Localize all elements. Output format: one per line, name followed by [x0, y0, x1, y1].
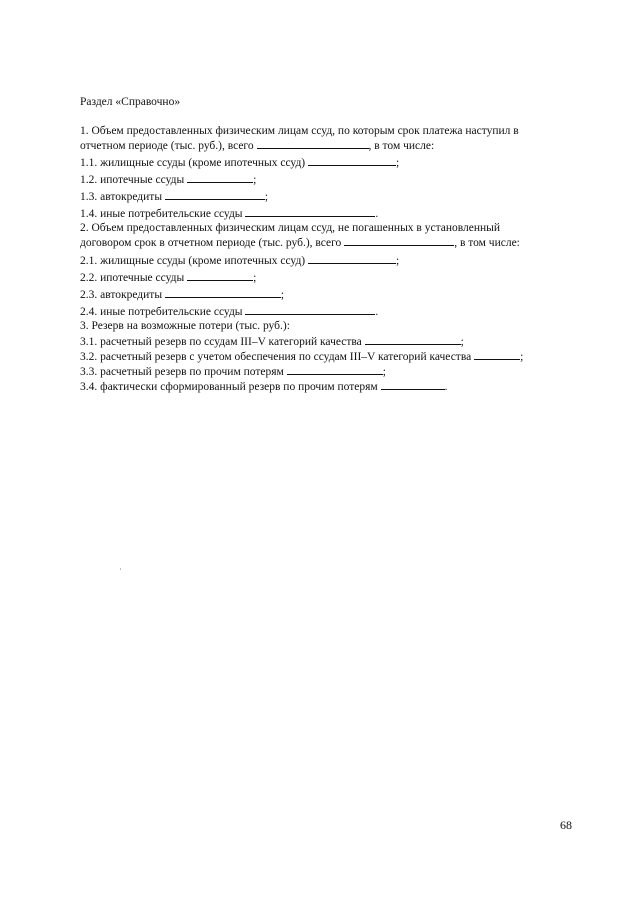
q1-item-1	[80, 155, 399, 170]
q1-item-2-blank[interactable]	[187, 172, 253, 183]
q3-item-2-label: 3.2. расчетный резерв с учетом обеспечения по ссудам III–V категорий качества	[80, 351, 475, 363]
q2-item-4-end: .	[375, 306, 379, 318]
q3-item-4-end: .	[444, 381, 448, 393]
q2-item-4	[80, 304, 378, 319]
q2-item-2-end: ;	[253, 272, 257, 284]
q3-item-4-label: 3.4. фактически сформированный резерв по прочим потерям	[80, 381, 381, 393]
q3-item-1-label: 3.1. расчетный резерв по ссудам III–V категорий качества	[80, 336, 365, 348]
section-title: Раздел «Справочно»	[80, 96, 181, 108]
q1-line-2-tail: , в том числе:	[368, 140, 435, 152]
q1-item-4	[80, 206, 378, 221]
q3-item-1	[80, 334, 464, 349]
q1-item-2-label: 1.2. ипотечные ссуды	[80, 174, 188, 186]
q3-item-3-blank[interactable]	[287, 364, 383, 375]
q2-item-1-end: ;	[396, 255, 400, 267]
q2-line-1: 2. Объем предоставленных физическим лицам ссуд, не погашенных в установленный	[80, 222, 501, 234]
q1-item-2-end: ;	[253, 174, 257, 186]
q1-line-1: 1. Объем предоставленных физическим лицам ссуд, по которым срок платежа наступил в	[80, 125, 519, 137]
q3-item-3-end: ;	[382, 366, 386, 378]
q1-item-3	[80, 189, 268, 204]
q3-item-1-end: ;	[460, 336, 464, 348]
q3-item-4-blank[interactable]	[381, 379, 445, 390]
q3-item-3	[80, 364, 386, 379]
q2-item-3-end: ;	[280, 289, 285, 301]
q1-item-4-end: .	[375, 208, 379, 220]
q2-item-1-blank[interactable]	[308, 253, 396, 264]
q1-item-3-label: 1.3. автокредиты	[80, 191, 165, 203]
q3-item-3-label: 3.3. расчетный резерв по прочим потерям	[80, 366, 287, 378]
q3-item-2-end: ;	[520, 351, 524, 363]
page-number: 68	[560, 818, 572, 832]
q2-line-2-text: договором срок в отчетном периоде (тыс. руб.), всего	[80, 237, 345, 249]
q1-line-2-text: отчетном периоде (тыс. руб.), всего	[80, 140, 257, 152]
q2-item-3-label: 2.3. автокредиты	[80, 289, 165, 301]
q2-item-3	[80, 287, 284, 302]
q2-item-3-blank[interactable]	[165, 287, 281, 298]
q2-line-2-tail: , в том числе:	[454, 237, 520, 249]
q2-total-blank[interactable]	[344, 235, 454, 246]
q1-item-3-blank[interactable]	[165, 189, 265, 200]
q1-item-1-label: 1.1. жилищные ссуды (кроме ипотечных ссуд)	[80, 157, 309, 169]
q3-item-4	[80, 379, 447, 394]
q1-total-blank[interactable]	[257, 138, 369, 149]
q2-item-4-blank[interactable]	[245, 304, 375, 315]
q2-item-2-blank[interactable]	[187, 270, 253, 281]
q3-item-1-blank[interactable]	[365, 334, 461, 345]
scan-speck	[120, 568, 121, 570]
q1-line-2	[80, 138, 434, 153]
q1-item-2	[80, 172, 256, 187]
q3-item-2	[80, 349, 523, 364]
q1-item-4-label: 1.4. иные потребительские ссуды	[80, 208, 246, 220]
q3-line-1: 3. Резерв на возможные потери (тыс. руб.):	[80, 320, 290, 332]
q2-item-2-label: 2.2. ипотечные ссуды	[80, 272, 188, 284]
q1-item-1-end: ;	[396, 157, 400, 169]
q2-item-1	[80, 253, 399, 268]
q2-item-4-label: 2.4. иные потребительские ссуды	[80, 306, 246, 318]
q1-item-1-blank[interactable]	[308, 155, 396, 166]
q2-item-1-label: 2.1. жилищные ссуды (кроме ипотечных ссуд)	[80, 255, 309, 267]
q1-item-4-blank[interactable]	[245, 206, 375, 217]
q2-line-2	[80, 235, 520, 250]
q1-item-3-end: ;	[264, 191, 269, 203]
q2-item-2	[80, 270, 256, 285]
q3-item-2-blank[interactable]	[474, 349, 520, 360]
